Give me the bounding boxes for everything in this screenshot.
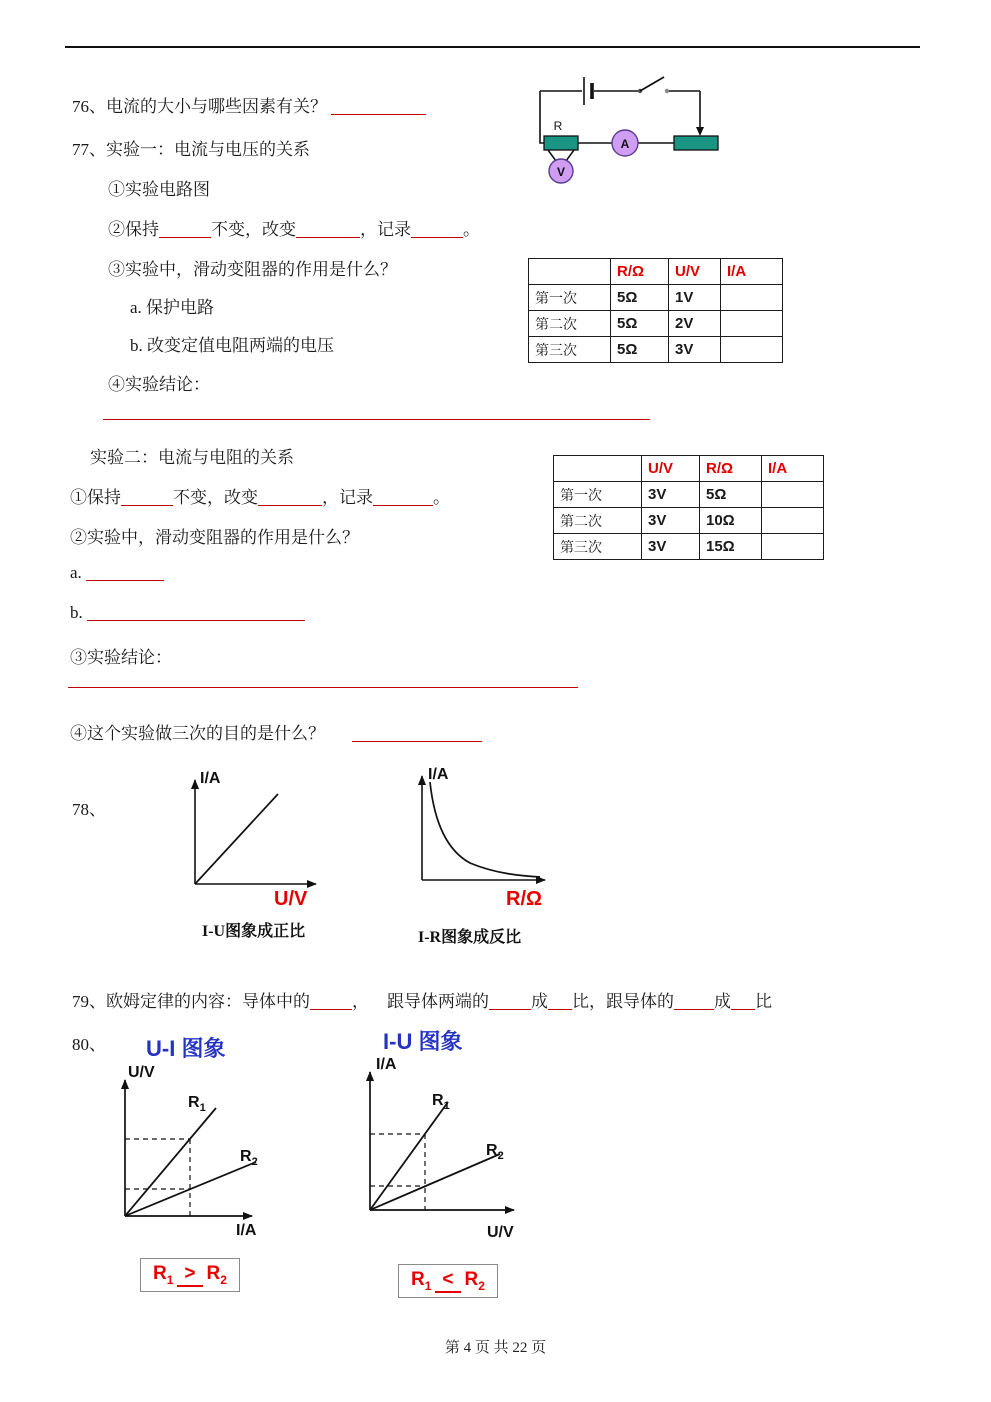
y-axis-arrow: [418, 775, 426, 785]
circuit-diagram: [528, 66, 723, 196]
table-cell: [762, 482, 824, 508]
x-axis-arrow: [307, 880, 317, 888]
ammeter-label: A: [620, 137, 630, 151]
table-cell: [721, 337, 783, 363]
relation-box-r1-lt-r2: $R_1 < R_2$: [398, 1264, 498, 1298]
table-header-row: [529, 259, 783, 285]
table-header: R/Ω: [700, 456, 762, 482]
x-axis-label: U/V: [274, 888, 308, 910]
row-label: 第三次: [554, 534, 642, 560]
voltmeter-lead-left: [548, 150, 556, 161]
experiment2-title: 实验二：电流与电阻的关系: [90, 448, 294, 467]
fill-blank: [121, 491, 173, 506]
relation-operator: <: [435, 1269, 460, 1293]
row-label: 第一次: [529, 285, 611, 311]
fill-blank: [731, 995, 755, 1010]
r1-line-label: $R_1$: [188, 1094, 206, 1115]
table-row: [529, 285, 783, 311]
table-cell: 3V: [642, 534, 700, 560]
fill-blank: [296, 223, 360, 238]
question-78-number: 78、: [72, 800, 106, 819]
graph-caption: I-R图象成反比: [418, 929, 522, 946]
fill-blank: [548, 995, 572, 1010]
relation-box-r1-gt-r2: $R_1 > R_2$: [140, 1258, 240, 1292]
rheostat-slider-arrow: [696, 127, 704, 136]
fill-blank: [86, 566, 164, 581]
exp2-step2: ②实验中，滑动变阻器的作用是什么？: [70, 528, 359, 547]
r2-line-label: $R_2$: [240, 1148, 258, 1169]
iu-comparison-graph: [350, 1062, 545, 1224]
row-label: 第三次: [529, 337, 611, 363]
inverse-curve: [430, 782, 540, 877]
x-axis-arrow: [243, 1212, 253, 1220]
table-cell: 5Ω: [700, 482, 762, 508]
table-header: I/A: [721, 259, 783, 285]
relation-operator: >: [177, 1263, 202, 1287]
x-axis-arrow: [505, 1206, 515, 1214]
table-cell: 1V: [669, 285, 721, 311]
answer-line: [103, 419, 650, 420]
y-axis-label: I/A: [376, 1056, 397, 1073]
question-76: [72, 92, 426, 117]
table-cell: 3V: [669, 337, 721, 363]
table-cell: [762, 508, 824, 534]
r1-line-label: $R_1$: [432, 1092, 450, 1113]
table-cell: 5Ω: [611, 311, 669, 337]
table-row: [554, 534, 824, 560]
exp2-option-b: b.: [70, 603, 305, 623]
voltmeter-lead-right: [566, 150, 574, 161]
question-77-number: 77、: [72, 140, 106, 159]
x-axis-label: U/V: [487, 1224, 514, 1241]
table-row: [529, 311, 783, 337]
r1-line: [125, 1108, 216, 1216]
experiment1-table: [528, 258, 783, 363]
voltmeter-label: V: [556, 165, 566, 179]
table-header: U/V: [669, 259, 721, 285]
table-cell: 5Ω: [611, 337, 669, 363]
fill-blank: [159, 223, 211, 238]
table-row: [529, 337, 783, 363]
table-header: U/V: [642, 456, 700, 482]
fill-blank: [674, 995, 714, 1010]
q77-step2: ②保持 不变，改变 ，记录 。: [108, 220, 480, 239]
answer-line: [68, 687, 578, 688]
question-76-text: 电流的大小与哪些因素有关？: [106, 97, 327, 116]
row-label: 第二次: [529, 311, 611, 337]
row-label: 第二次: [554, 508, 642, 534]
table-cell: 3V: [642, 508, 700, 534]
exp2-step4: ④这个实验做三次的目的是什么？: [70, 719, 482, 744]
table-cell: 15Ω: [700, 534, 762, 560]
table-header: R/Ω: [611, 259, 669, 285]
question-79: 79、欧姆定律的内容：导体中的 ， 跟导体两端的 成 比，跟导体的 成 比: [72, 992, 772, 1011]
exp2-step3: ③实验结论：: [70, 648, 172, 667]
table-cell: 2V: [669, 311, 721, 337]
y-axis-arrow: [191, 779, 199, 789]
table-cell: 3V: [642, 482, 700, 508]
x-axis-label: I/A: [236, 1222, 257, 1239]
fill-blank: [489, 995, 531, 1010]
y-axis-label: U/V: [128, 1064, 155, 1081]
experiment2-table: [553, 455, 824, 560]
exp2-step1: ①保持 不变，改变 ，记录 。: [70, 488, 450, 507]
question-77-title: 77、实验一：电流与电压的关系: [72, 140, 310, 159]
fill-blank: [87, 606, 305, 621]
q77-step1: ①实验电路图: [108, 180, 210, 199]
top-rule: [65, 46, 920, 48]
iu-graph-title: I-U 图象: [383, 1029, 463, 1054]
r2-line-label: $R_2$: [486, 1142, 504, 1163]
page-footer: 第 4 页 共 22 页: [444, 1340, 547, 1356]
fill-blank: [310, 995, 352, 1010]
iu-proportional-graph: [178, 772, 328, 897]
question-80-number: 80、: [72, 1035, 106, 1054]
proportional-line: [195, 794, 278, 884]
table-cell: 5Ω: [611, 285, 669, 311]
table-cell: [721, 311, 783, 337]
row-label: 第一次: [554, 482, 642, 508]
fill-blank: [411, 223, 463, 238]
graph-caption: I-U图象成正比: [202, 923, 306, 940]
fill-blank: [258, 491, 322, 506]
table-cell: [721, 285, 783, 311]
fill-blank: [373, 491, 433, 506]
table-row: [554, 508, 824, 534]
table-cell: 10Ω: [700, 508, 762, 534]
exp2-option-a: a.: [70, 563, 164, 583]
table-corner-cell: [529, 259, 611, 285]
resistor-label: R: [553, 119, 563, 133]
q77-step3: ③实验中，滑动变阻器的作用是什么？: [108, 260, 397, 279]
table-row: [554, 482, 824, 508]
resistor-box: [544, 136, 578, 150]
x-axis-label: R/Ω: [506, 888, 543, 910]
y-axis-label: I/A: [428, 766, 449, 783]
q77-step4: ④实验结论：: [108, 375, 210, 394]
ir-inverse-graph: [408, 768, 558, 893]
question-76-number: 76、: [72, 97, 106, 116]
q77-option-a: a. 保护电路: [130, 298, 215, 317]
ui-graph-title: U-I 图象: [146, 1036, 226, 1061]
table-header-row: [554, 456, 824, 482]
rheostat-box: [674, 136, 718, 150]
question-79-number: 79、: [72, 992, 106, 1011]
switch-contact-dot: [665, 89, 669, 93]
table-header: I/A: [762, 456, 824, 482]
y-axis-arrow: [366, 1071, 374, 1081]
switch-blade: [640, 77, 664, 91]
table-corner-cell: [554, 456, 642, 482]
fill-blank: [352, 727, 482, 742]
answer-blank: [331, 100, 426, 115]
y-axis-label: I/A: [200, 770, 221, 787]
q77-option-b: b. 改变定值电阻两端的电压: [130, 336, 334, 355]
table-cell: [762, 534, 824, 560]
